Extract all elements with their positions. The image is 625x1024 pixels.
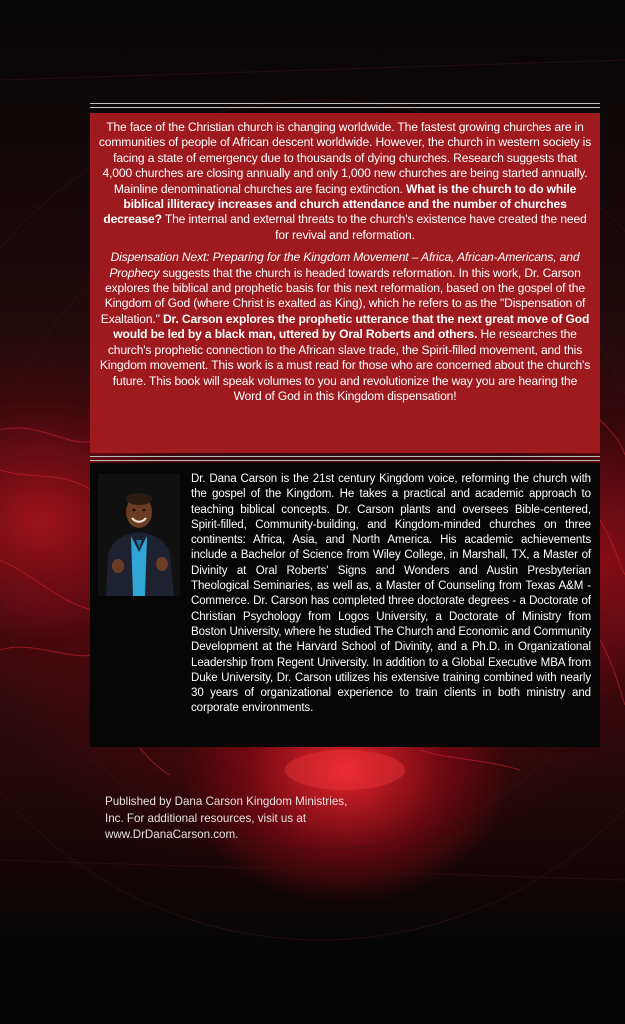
middle-rule-1 <box>90 456 600 457</box>
publisher-line-2: Inc. For additional resources, visit us at <box>105 811 307 825</box>
synopsis-p2-prophecy: Dr. Carson explores the prophetic utterance that the next great move of God would be led by a black man, uttered by Oral Roberts and others. <box>113 311 590 342</box>
book-title-italic: Dispensation Next: Preparing for the Kingdom Movement – Africa, African-Americans, and Prophecy <box>109 250 580 280</box>
top-rule-1 <box>90 103 600 104</box>
middle-rule-2 <box>90 460 600 461</box>
synopsis-p2-part-4: He researches the church's prophetic connection to the African slave trade, the Spirit-filled movement, and this Kingdom movement. This work is a must read for those who are concerned about the church's future. This book will speak volumes to you and revolutionize the way you are hearing the Word of God in this Kingdom dispensation! <box>99 327 591 403</box>
synopsis-panel <box>90 113 600 453</box>
synopsis-p1-part-1: The face of the Christian church is changing worldwide. The fastest growing churches are in communities of people of African descent worldwide. However, the church in western society is facing a state of emergency due to thousands of dying churches. Research suggests that 4,000 churches are closing annually and only 1,000 new churches are being started annually. Mainline denominational churches are facing extinction. <box>98 120 592 196</box>
synopsis-paragraph-2 <box>98 250 592 404</box>
publisher-website[interactable]: www.DrDanaCarson.com. <box>105 828 239 841</box>
top-rule-2 <box>90 107 600 108</box>
synopsis-p2-part-2: suggests that the church is headed towards reformation. In this work, Dr. Carson explores the biblical and prophetic basis for this next reformation, based on the gospel of the Kingdom of God (where Christ is exalted as King), which he refers to as the "Dispensation of Exaltation." <box>100 265 586 326</box>
author-bio: Dr. Dana Carson is the 21st century Kingdom voice, reforming the church with the gospel of the Kingdom. He takes a practical and academic approach to teaching biblical concepts. Dr. Carson plants and oversees Bible-centered, Spirit-filled, Community-building, and Kingdom-minded churches on three continents: Africa, Asia, and North America. His academic achievements include a Bachelor of Science from Wiley College, in Marshall, TX, a Master of Divinity at Oral Roberts' Signs and Wonders and Austin Presbyterian Theological Seminaries, as well as, a Master of Counseling from Texas A&M - Commerce. Dr. Carson has completed three doctorate degrees - a Doctorate of Christian Psychology from Logos University, a Doctorate of Ministry from Boston University, where he studied The Church and Economic and Community Development at the Harvard School of Divinity, and a Ph.D. in Organizational Leadership from Regent University. In addition to a Global Executive MBA from Duke University, Dr. Carson utilizes his extensive training combined with nearly 30 years of organizational experience to train clients in both ministry and corporate environments. <box>191 473 591 715</box>
publisher-line-1: Published by Dana Carson Kingdom Ministries, <box>105 795 348 808</box>
publisher-info <box>105 794 405 844</box>
synopsis-paragraph-1 <box>98 120 592 243</box>
synopsis-p1-question: What is the church to do while biblical illiteracy increases and church attendance and the number of churches decrease? <box>103 181 577 227</box>
author-photo <box>98 474 180 596</box>
synopsis-p1-part-3: The internal and external threats to the church's existence have created the need for revival and reformation. <box>161 212 587 242</box>
